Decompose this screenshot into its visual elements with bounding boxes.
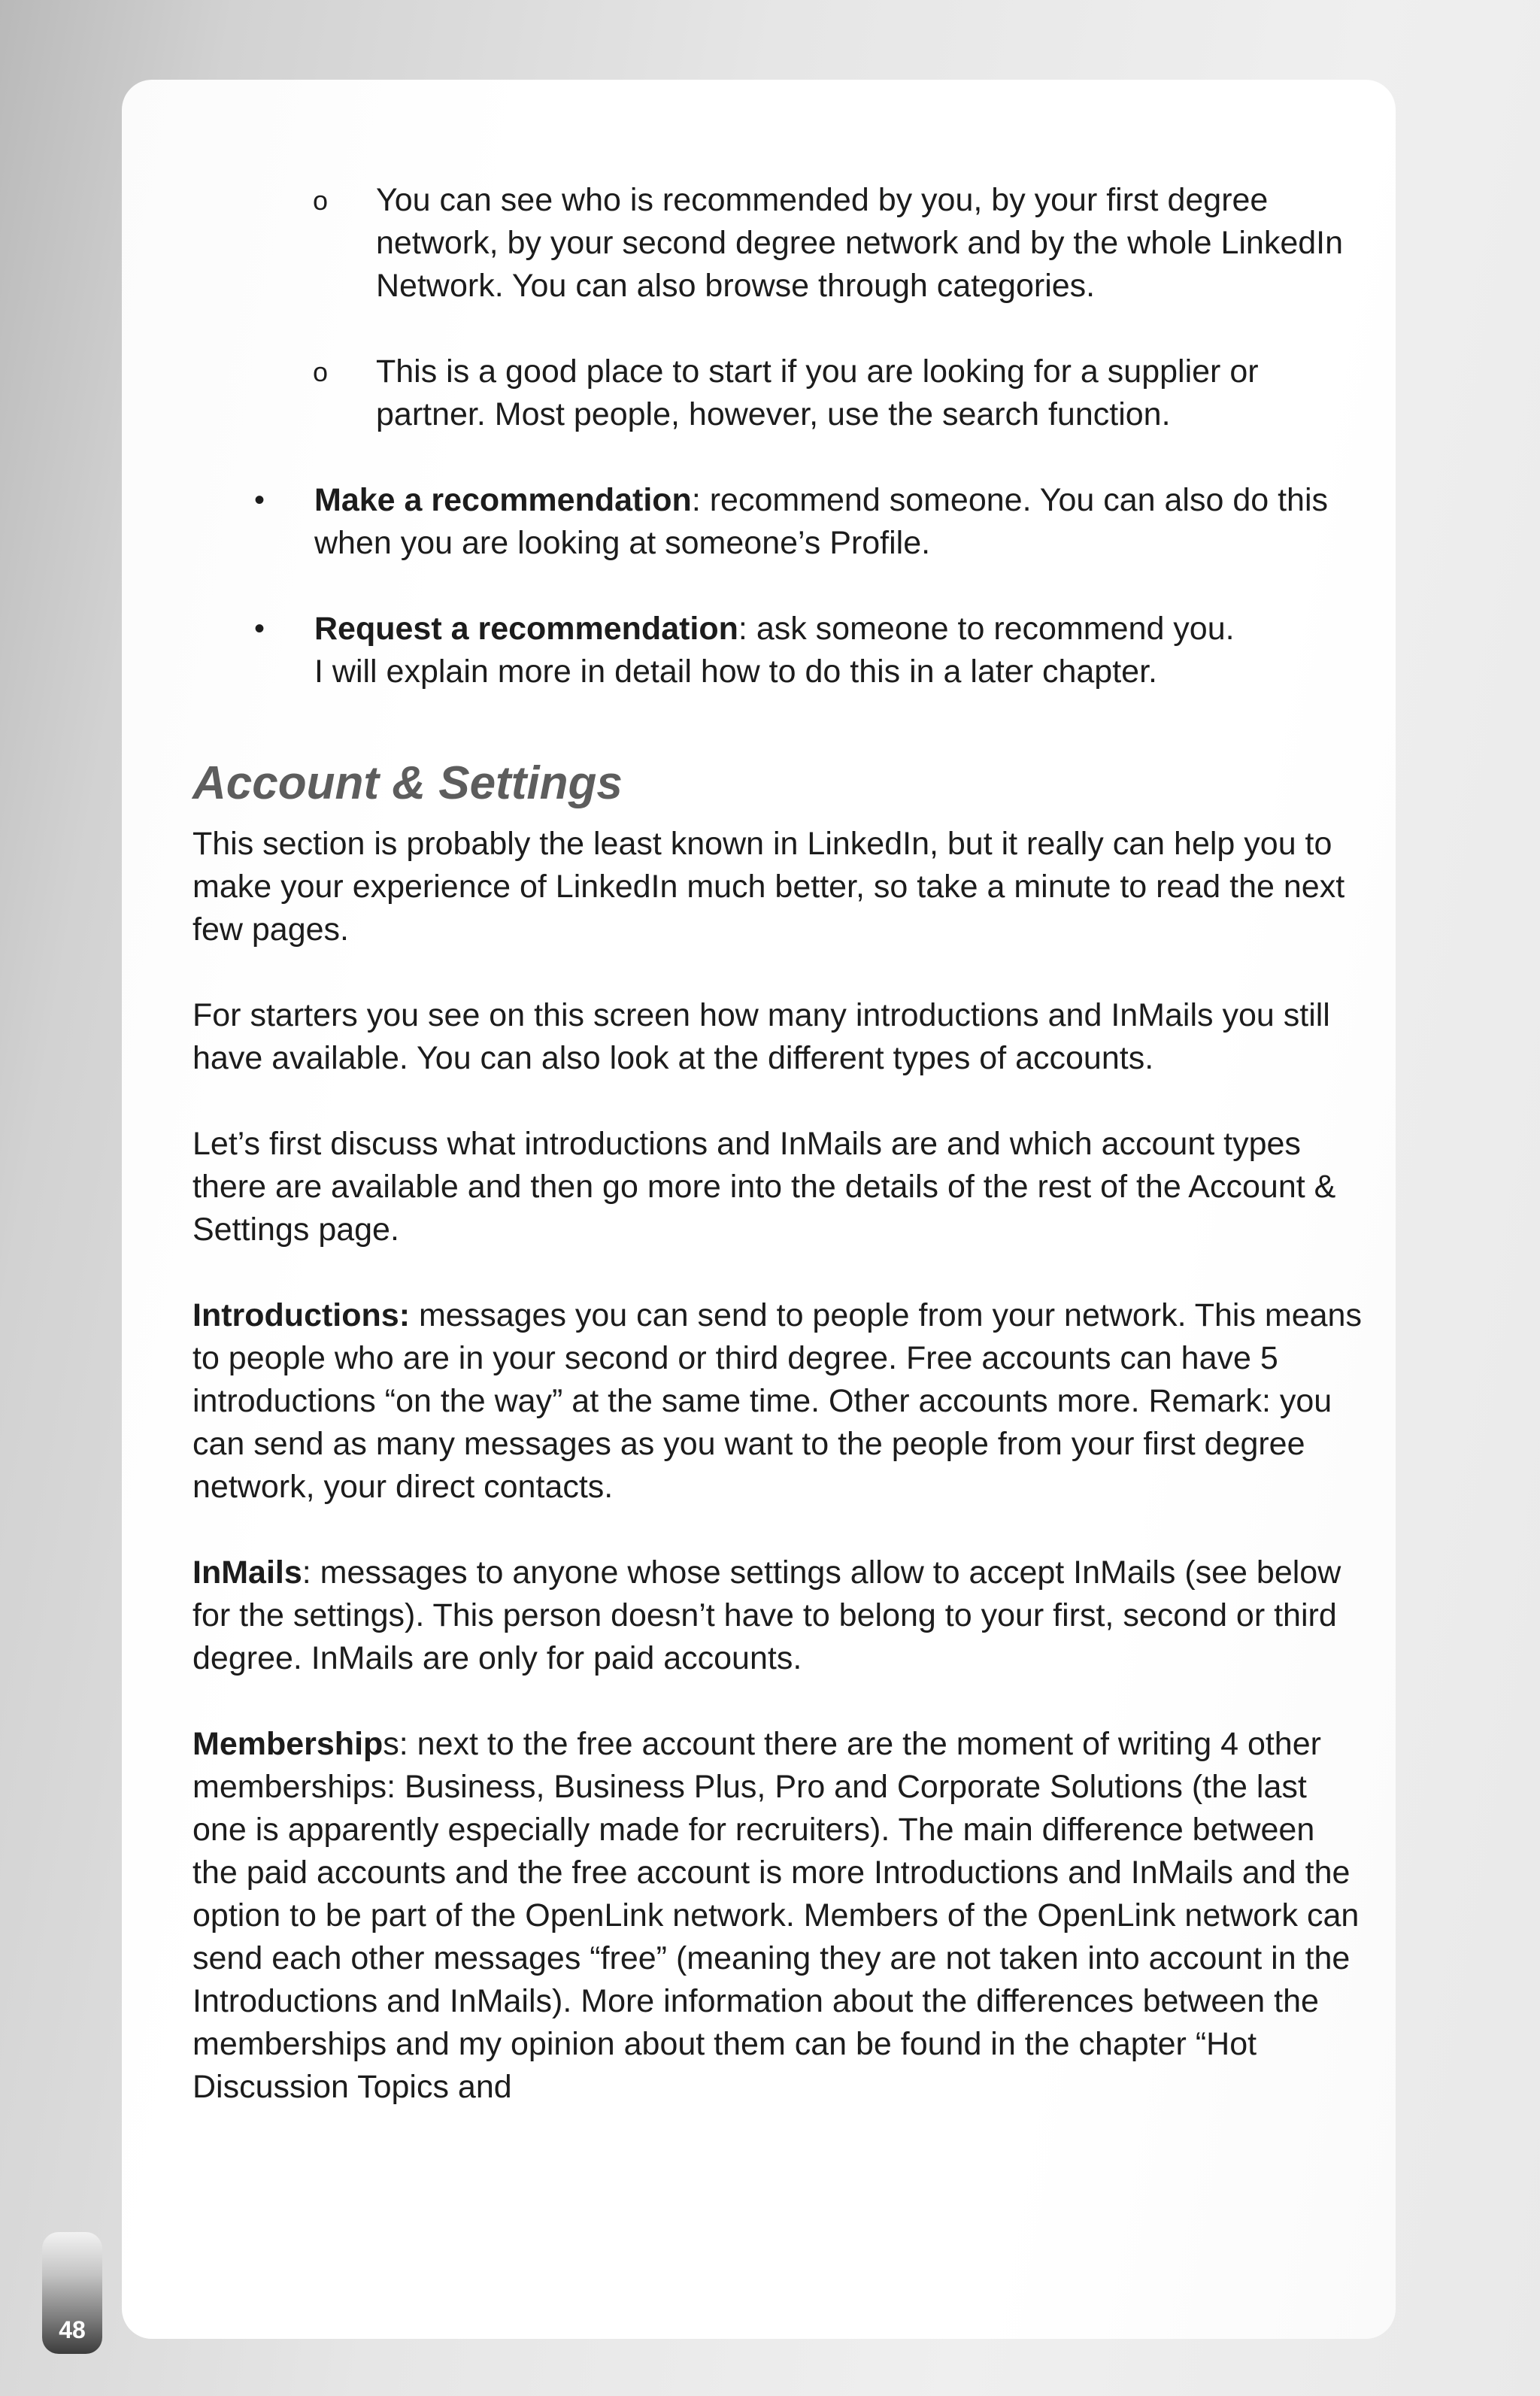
paragraph-introductions	[192, 1294, 1366, 1509]
sub-bullet-text: This is a good place to start if you are looking for a supplier or partner. Most people, however, use the search function.	[376, 353, 1259, 432]
paragraph-starters: For starters you see on this screen how many introductions and InMails you still have available. You can also look at the different types of accounts.	[192, 997, 1330, 1076]
text-introductions: messages you can send to people from your network. This means to people who are in your second or third degree. Free accounts can have 5 introductions “on the way” at the same time. Other accounts more. Remark: you can send as many messages as you want to the people from your first degree network, your direct contacts.	[192, 1297, 1362, 1505]
page-number-tab	[42, 2232, 102, 2354]
bullet-text-continued: I will explain more in detail how to do this in a later chapter.	[314, 654, 1157, 690]
text-inmails: : messages to anyone whose settings allow to accept InMails (see below for the settings). This person doesn’t have to belong to your first, second or third degree. InMails are only for paid accounts.	[192, 1554, 1341, 1676]
circle-bullet-icon: o	[313, 185, 329, 216]
sub-bullet-text: You can see who is recommended by you, by your first degree network, by your second degree network and by the whole LinkedIn Network. You can also browse through categories.	[376, 182, 1344, 304]
paragraph-discuss: Let’s first discuss what introductions and InMails are and which account types there are available and then go more into the details of the rest of the Account & Settings page.	[192, 1126, 1336, 1248]
paragraph-memberships	[192, 1723, 1366, 2109]
sub-bullet-item	[192, 350, 1366, 436]
term-inmails: InMails	[192, 1554, 302, 1591]
page-content	[192, 179, 1366, 2152]
bullet-text: : recommend someone. You can also do this when you are looking at someone’s Profile.	[314, 482, 1329, 561]
text-memberships: s: next to the free account there are the moment of writing 4 other memberships: Business, Business Plus, Pro and Corporate Solutions (the last one is apparently especially made for recruiters). The main difference between the paid accounts and the free account is more Introductions and InMails and the option to be part of the OpenLink network. Members of the OpenLink network can send each other messages “free” (meaning they are not taken into account in the Introductions and InMails). More information about the differences between the memberships and my opinion about them can be found in the chapter “Hot Discussion Topics and	[192, 1726, 1360, 2105]
paragraph-inmails	[192, 1551, 1366, 1680]
bullet-dot-icon: •	[254, 484, 265, 517]
bullet-dot-icon: •	[254, 612, 265, 645]
bullet-term: Make a recommendation	[314, 482, 692, 518]
term-memberships: Membership	[192, 1726, 383, 1762]
bullet-list	[192, 479, 1366, 693]
term-introductions: Introductions:	[192, 1297, 411, 1333]
section-heading: Account & Settings	[192, 757, 623, 809]
bullet-text: : ask someone to recommend you.	[738, 611, 1235, 647]
page-number: 48	[59, 2316, 86, 2343]
bullet-item-request-recommendation	[192, 608, 1366, 693]
bullet-item-make-recommendation	[192, 479, 1366, 565]
sub-bullet-list	[192, 179, 1366, 436]
circle-bullet-icon: o	[313, 356, 329, 387]
paragraph-intro: This section is probably the least known in LinkedIn, but it really can help you to make your experience of LinkedIn much better, so take a minute to read the next few pages.	[192, 826, 1345, 948]
sub-bullet-item	[192, 179, 1366, 308]
bullet-term: Request a recommendation	[314, 611, 738, 647]
